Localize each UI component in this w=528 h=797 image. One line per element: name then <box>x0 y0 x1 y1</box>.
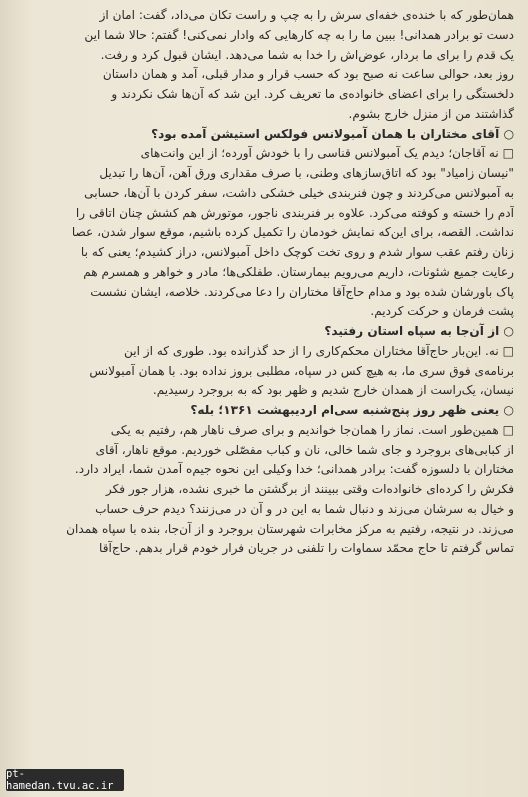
text-line: تماس گرفتم تا حاج محمّد سماوات را تلفنی در جریان فرار خودم قرار بدهم. حاج‌آقا <box>99 541 514 556</box>
text-line: فکرش را کرده‌ای خانواده‌ات وقتی ببینند از برگشتن ما خبری نشده، هزار جور فکر <box>105 482 514 496</box>
question-line: ○ آقای مختاران با همان آمبولانس فولکس استیشن آمده بود؟ <box>151 126 514 141</box>
text-line: به آمبولانس می‌کردند و چون فنربندی خیلی خشکی داشت، سفر کردن با آن‌ها، حسابی <box>84 185 514 200</box>
answer-line: □ نه آقاجان؛ دیدم یک آمبولانس قناسی را با خودش آورده؛ از این وانت‌های <box>140 146 514 161</box>
text-line: مختاران با دلسوزه گفت: برادر همدانی؛ خدا وکیلی این نحوه جیم‌ه آمدن شما، ایراد دارد. <box>74 462 514 477</box>
text-line: پاک باورشان شده بود و مدام حاج‌آقا مختاران را دعا می‌کردند. خلاصه، ایشان نشست <box>90 284 514 299</box>
site-url-badge <box>6 769 124 791</box>
answer-line: □ همین‌طور است. نماز را همان‌جا خواندیم و برای صرف ناهار هم، رفتیم به یکی <box>110 422 514 437</box>
text-line: برنامه‌ی فوق سری ما، به هیچ کس در سپاه، مطلبی بروز نداده بود. با همان آمبولانس <box>89 363 514 378</box>
text-line: دست تو برادر همدانی! ببین ما را به چه کارهایی که وادار نمی‌کنی! گفتم: حالا شما این <box>84 27 514 42</box>
text-line: از کبابی‌های بروجرد و جای شما خالی، نان و کباب مفصّلی خوردیم. موقع ناهار، آقای <box>95 442 514 457</box>
text-line: یک قدم را برای ما بردار، عوض‌اش را خدا به شما می‌دهد. ایشان قبول کرد و رفت. <box>100 47 514 62</box>
text-line: روز بعد، حوالی ساعت نه صبح بود که حسب قرار و مدار قبلی، آمد و همان داستان <box>102 67 514 82</box>
page-text <box>10 6 514 559</box>
question-line: ○ یعنی ظهر روز پنج‌شنبه سی‌ام اردیبهشت ۱۳۶۱؛ بله؟ <box>190 403 514 417</box>
site-url: pt-hamedan.tvu.ac.ir <box>6 768 114 792</box>
answer-line: □ نه. این‌بار حاج‌آقا مختاران محکم‌کاری را از حد گذرانده بود. طوری که از این <box>124 343 514 358</box>
text-line: گذاشتند من از منزل خارج بشوم. <box>348 106 514 121</box>
question-line: ○ از آن‌جا به سپاه استان رفتید؟ <box>324 324 514 338</box>
text-line: نداشت. القصه، برای این‌که نمایش خودمان را تکمیل کرده باشیم، موقع سوار شدن، عصا <box>71 225 514 240</box>
text-line: رعایت جمیع شئونات، داریم می‌رویم بیمارستان. طفلکی‌ها؛ مادر و خواهر و همسرم هم <box>83 264 514 279</box>
text-line: و خیال به سرشان می‌زند و دنبال شما به این در و آن در می‌زنند؟ دیدم حرف حساب <box>95 501 514 516</box>
text-line: آدم را خسته و کوفته می‌کرد. علاوه بر فنربندی ناجور، موتورش هم کشش چنان اتاقی را <box>75 205 514 220</box>
text-line: همان‌طور که با خنده‌ی خفه‌ای سرش را به چپ و راست تکان می‌داد، گفت: امان از <box>99 8 514 22</box>
text-line: پشت فرمان و حرکت کردیم. <box>370 304 514 319</box>
text-line: نیسان، یک‌راست از همدان خارج شدیم و ظهر بود که به بروجرد رسیدیم. <box>152 383 514 398</box>
text-line: دلخستگی را برای اعضای خانواده‌ی ما تعریف کرد. این شد که آن‌ها شک نکردند و <box>111 87 514 101</box>
text-line: "نیسان زامیاد" بود که اتاق‌سازهای وطنی، با صرف مقداری ورق آهن، آن‌ها را تبدیل <box>99 166 514 180</box>
text-line: زنان رفتم عقب سوار شدم و روی تخت کوچک داخل آمبولانس، دراز کشیدم؛ یعنی که با <box>80 245 514 259</box>
text-line: می‌زند. در نتیجه، رفتیم به مرکز مخابرات شهرستان بروجرد و از آن‌جا، بنده با سپاه همدان <box>66 521 514 536</box>
